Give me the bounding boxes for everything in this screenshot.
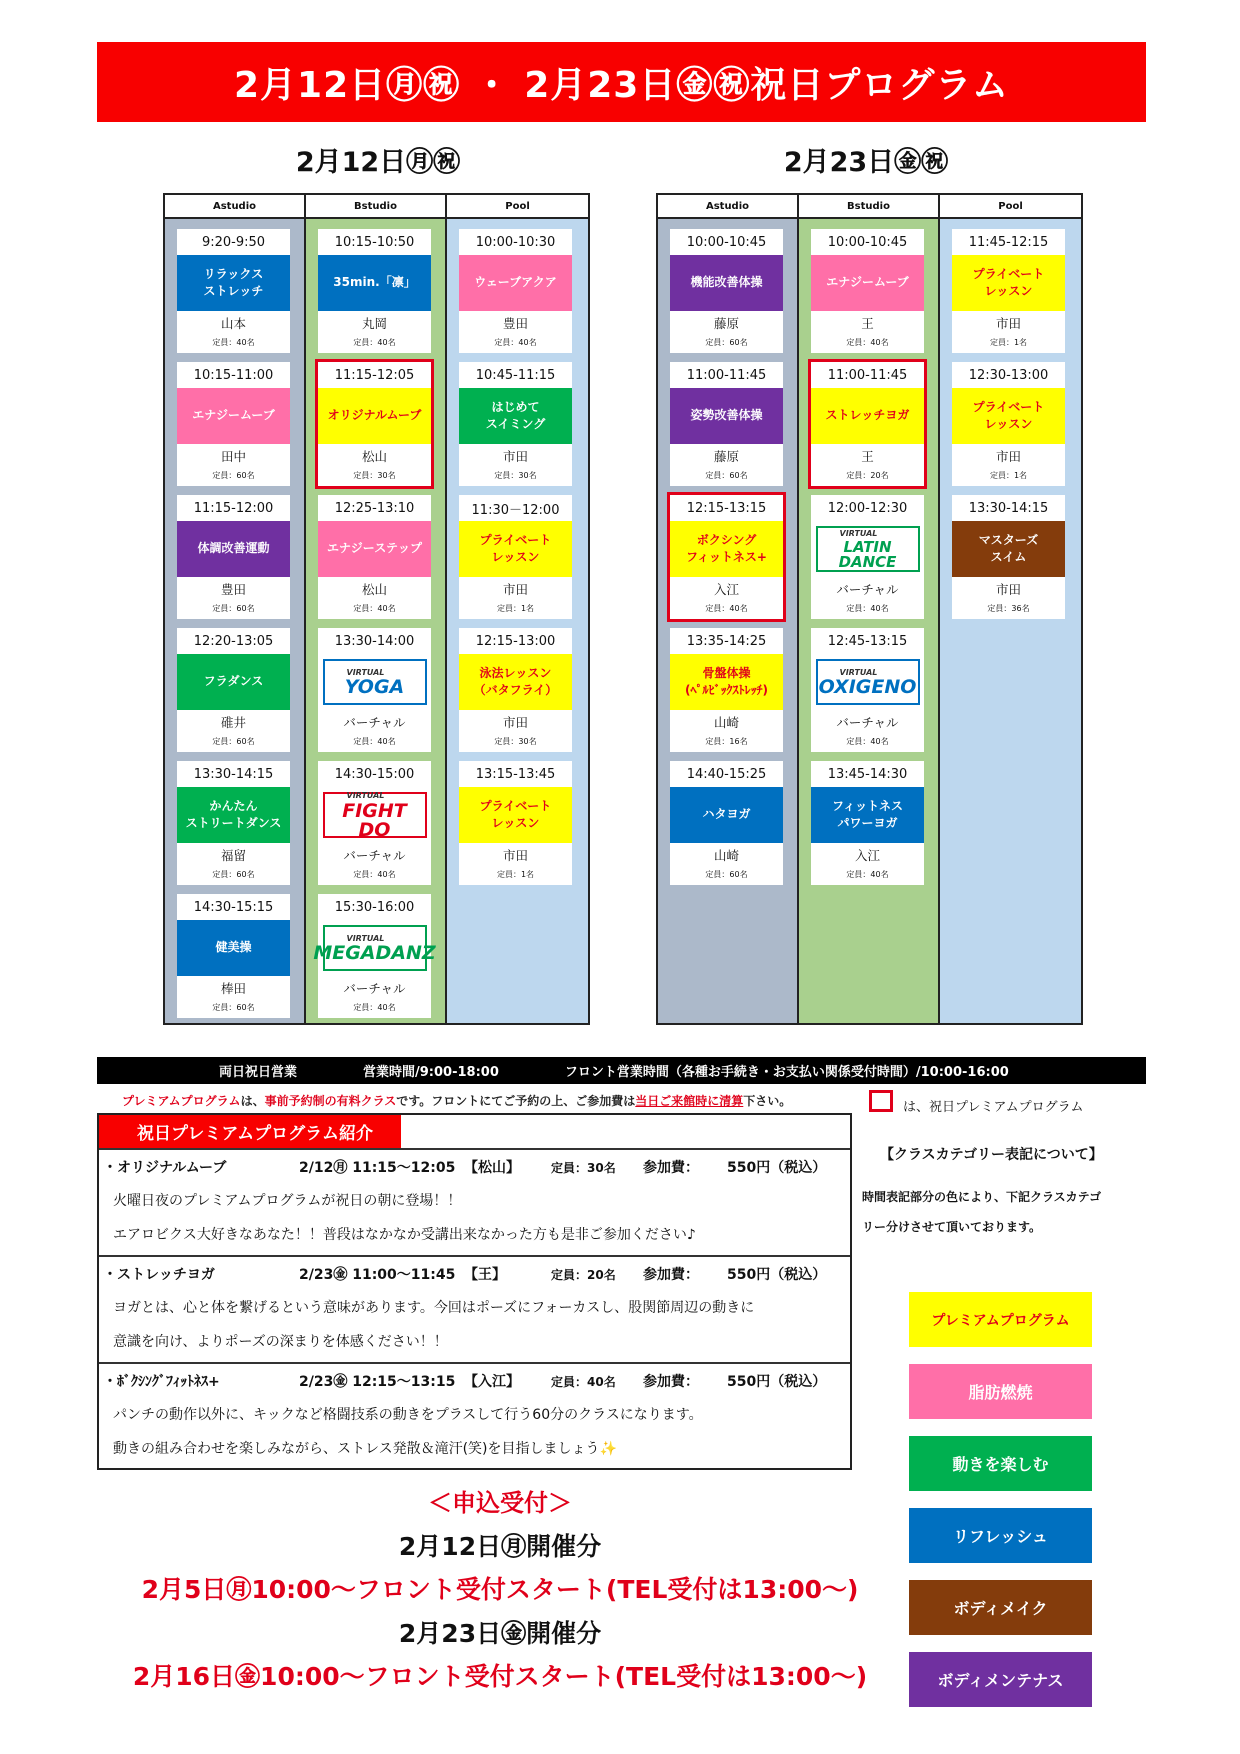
class-time: 14:40-15:25 — [686, 766, 767, 782]
class-name: ウェーブアクア — [459, 255, 572, 311]
class-instructor: 王 — [861, 315, 874, 331]
class-name: 姿勢改善体操 — [670, 388, 783, 444]
premium-capacity: 定員：20名 — [551, 1267, 616, 1282]
notice-part: 当日ご来館時に清算 — [635, 1094, 744, 1108]
class-capacity: 定員：40名 — [353, 604, 396, 613]
class-capacity: 定員：60名 — [705, 338, 748, 347]
premium-fee: 550円（税込） — [727, 1374, 827, 1390]
logo-text: YOGA — [344, 676, 405, 699]
class-card — [670, 628, 783, 752]
class-instructor: 市田 — [502, 448, 528, 464]
premium-description: エアロビクス大好きなあなた！！普段はなかなか受講出来なかった方も是非ご参加ください♪ — [113, 1227, 696, 1243]
category-description: 時間表記部分の色により、下記クラスカテゴリー分けさせて頂いております。 — [862, 1190, 1102, 1234]
class-name: エナジームーブ — [811, 255, 924, 311]
class-name: マスターズ スイム — [952, 521, 1065, 577]
premium-description: パンチの動作以外に、キックなど格闘技系の動きをプラスして行う60分のクラスになります。 — [113, 1407, 703, 1423]
class-card — [177, 761, 290, 885]
premium-fee: 550円（税込） — [727, 1160, 827, 1176]
class-name: 健美操 — [177, 920, 290, 976]
class-card — [318, 628, 431, 752]
class-card — [177, 229, 290, 353]
class-capacity: 定員：40名 — [846, 737, 889, 746]
class-name: 35min.「凛」 — [318, 255, 431, 311]
class-name: ボクシング フィットネス+ — [670, 521, 783, 577]
class-capacity: 定員：60名 — [705, 870, 748, 879]
class-instructor: 碓井 — [220, 714, 246, 730]
class-time: 12:45-13:15 — [827, 633, 908, 649]
class-capacity: 定員：20名 — [846, 471, 889, 480]
column-header: Bstudio — [799, 195, 938, 219]
class-time: 10:15-11:00 — [193, 367, 274, 383]
class-time: 12:25-13:10 — [334, 500, 415, 516]
class-instructor: 福留 — [220, 847, 246, 863]
day1-schedule — [163, 193, 590, 1025]
pool-column — [940, 195, 1081, 1023]
class-name: フラダンス — [177, 654, 290, 710]
business-hours-bar — [97, 1057, 1146, 1084]
class-instructor: 市田 — [995, 315, 1021, 331]
class-instructor: 豊田 — [502, 315, 528, 331]
category-title: 【クラスカテゴリー表記について】 — [880, 1147, 1103, 1163]
class-time: 14:30-15:15 — [193, 899, 274, 915]
class-instructor: 藤原 — [713, 315, 739, 331]
virtual-logo — [318, 654, 431, 710]
class-time: 13:30-14:00 — [334, 633, 415, 649]
class-card — [952, 229, 1065, 353]
premium-legend-swatch — [869, 1090, 893, 1112]
class-instructor: バーチャル — [836, 581, 899, 597]
class-instructor: 山崎 — [713, 847, 739, 863]
premium-date: 2/23㊎ 11:00～11:45 — [299, 1267, 456, 1283]
virtual-logo — [318, 787, 431, 843]
class-card — [177, 628, 290, 752]
premium-notice — [122, 1092, 791, 1109]
class-instructor: バーチャル — [836, 714, 899, 730]
class-time: 11:15-12:00 — [193, 500, 274, 516]
class-instructor: 王 — [861, 448, 874, 464]
class-name: フィットネス パワーヨガ — [811, 787, 924, 843]
class-capacity: 定員：40名 — [494, 338, 537, 347]
notice-part: です。フロントにてご予約の上、ご参加費は — [396, 1094, 636, 1108]
class-instructor: バーチャル — [343, 980, 406, 996]
class-instructor: 市田 — [502, 847, 528, 863]
class-capacity: 定員：40名 — [353, 870, 396, 879]
class-time: 10:15-10:50 — [334, 234, 415, 250]
class-capacity: 定員：1名 — [496, 604, 535, 613]
class-instructor: バーチャル — [343, 847, 406, 863]
class-instructor: 山本 — [220, 315, 246, 331]
class-time: 13:15-13:45 — [475, 766, 556, 782]
class-card — [811, 628, 924, 752]
class-name: はじめて スイミング — [459, 388, 572, 444]
premium-description: 動きの組み合わせを楽しみながら、ストレス発散＆滝汗(笑)を目指しましょう✨ — [113, 1441, 617, 1457]
class-name: リラックス ストレッチ — [177, 255, 290, 311]
class-instructor: 松山 — [361, 581, 387, 597]
astudio-column — [165, 195, 306, 1023]
logo-text: FIGHT DO — [342, 799, 407, 841]
class-card — [177, 495, 290, 619]
class-instructor: バーチャル — [343, 714, 406, 730]
logo-text: OXIGENO — [818, 676, 917, 699]
column-header: Astudio — [658, 195, 797, 219]
column-header: Pool — [940, 195, 1081, 219]
column-header: Astudio — [165, 195, 304, 219]
class-capacity: 定員：30名 — [353, 471, 396, 480]
class-card — [811, 229, 924, 353]
class-instructor: 田中 — [220, 448, 246, 464]
bstudio-column — [306, 195, 447, 1023]
class-instructor: 丸岡 — [361, 315, 387, 331]
premium-capacity: 定員：40名 — [551, 1374, 616, 1389]
premium-fee-label: 参加費： — [643, 1267, 699, 1283]
premium-item — [99, 1148, 850, 1252]
class-instructor: 市田 — [995, 448, 1021, 464]
class-card — [459, 229, 572, 353]
class-capacity: 定員：30名 — [494, 737, 537, 746]
apply-day2-start: 2月16日㊎10:00～フロント受付スタート(TEL受付は13:00～) — [132, 1662, 868, 1691]
premium-instructor: 【入江】 — [464, 1374, 520, 1390]
class-time: 9:20-9:50 — [201, 234, 266, 250]
banner-title: 2月12日㊊㊗ ・ 2月23日㊎㊗祝日プログラム — [234, 64, 1009, 106]
virtual-program-logo — [323, 791, 427, 841]
class-card — [670, 362, 783, 486]
premium-date: 2/23㊎ 12:15～13:15 — [299, 1374, 456, 1390]
class-card — [811, 761, 924, 885]
category-swatch: リフレッシュ — [909, 1508, 1092, 1563]
premium-description: 意識を向け、よりポーズの深まりを体感ください！！ — [113, 1334, 448, 1350]
class-card — [670, 495, 783, 619]
premium-item — [99, 1362, 850, 1466]
class-card — [459, 362, 572, 486]
class-time: 11:45-12:15 — [968, 234, 1049, 250]
class-capacity: 定員：1名 — [496, 870, 535, 879]
class-name: オリジナルムーブ — [318, 388, 431, 444]
premium-instructor: 【王】 — [464, 1267, 506, 1283]
class-capacity: 定員：40名 — [212, 338, 255, 347]
page-banner — [97, 42, 1146, 122]
class-card — [177, 362, 290, 486]
class-time: 13:35-14:25 — [686, 633, 767, 649]
premium-fee: 550円（税込） — [727, 1267, 827, 1283]
premium-description: 火曜日夜のプレミアムプログラムが祝日の朝に登場！！ — [113, 1193, 462, 1209]
class-capacity: 定員：40名 — [353, 737, 396, 746]
class-instructor: 市田 — [995, 581, 1021, 597]
class-instructor: 入江 — [713, 581, 739, 597]
premium-legend-text: は、祝日プレミアムプログラム — [903, 1100, 1084, 1115]
class-instructor: 藤原 — [713, 448, 739, 464]
premium-description: ヨガとは、心と体を繋げるという意味があります。今回はポーズにフォーカスし、股関節周辺の動きに — [113, 1300, 755, 1316]
class-card — [811, 495, 924, 619]
class-card — [670, 761, 783, 885]
class-capacity: 定員：60名 — [212, 737, 255, 746]
class-name: 骨盤体操 (ﾍﾟﾙﾋﾞｯｸｽﾄﾚｯﾁ) — [670, 654, 783, 710]
class-capacity: 定員：60名 — [212, 870, 255, 879]
apply-day2: 2月23日㊎開催分 — [398, 1619, 602, 1648]
class-card — [318, 229, 431, 353]
class-instructor: 市田 — [502, 581, 528, 597]
premium-date: 2/12㊊ 11:15～12:05 — [299, 1160, 456, 1176]
class-capacity: 定員：40名 — [846, 604, 889, 613]
category-swatch: ボディメンテナス — [909, 1652, 1092, 1707]
premium-fee-label: 参加費： — [643, 1160, 699, 1176]
virtual-logo — [811, 654, 924, 710]
class-card — [459, 761, 572, 885]
notice-part: 事前予約制の有料クラス — [264, 1094, 397, 1108]
class-instructor: 山崎 — [713, 714, 739, 730]
class-card — [952, 495, 1065, 619]
class-time: 12:15-13:00 — [475, 633, 556, 649]
class-capacity: 定員：40名 — [353, 338, 396, 347]
class-capacity: 定員：60名 — [212, 604, 255, 613]
class-instructor: 市田 — [502, 714, 528, 730]
class-capacity: 定員：40名 — [846, 870, 889, 879]
class-time: 12:00-12:30 — [827, 500, 908, 516]
class-card — [177, 894, 290, 1018]
premium-item — [99, 1255, 850, 1359]
class-time: 12:20-13:05 — [193, 633, 274, 649]
class-time: 13:30-14:15 — [193, 766, 274, 782]
virtual-program-logo — [816, 526, 920, 572]
class-name: プライベート レッスン — [952, 255, 1065, 311]
class-name: プライベート レッスン — [459, 521, 572, 577]
class-card — [318, 362, 431, 486]
category-swatch: 脂肪燃焼 — [909, 1364, 1092, 1419]
class-time: 10:00-10:45 — [827, 234, 908, 250]
class-card — [670, 229, 783, 353]
premium-name: ・オリジナルムーブ — [103, 1160, 227, 1176]
premium-fee-label: 参加費： — [643, 1374, 699, 1390]
logo-prefix: VIRTUAL — [839, 529, 878, 539]
class-time: 10:45-11:15 — [475, 367, 556, 383]
logo-text: MEGADANZ — [313, 942, 436, 965]
class-capacity: 定員：60名 — [212, 471, 255, 480]
class-time: 14:30-15:00 — [334, 766, 415, 782]
class-time: 10:00-10:45 — [686, 234, 767, 250]
hours-front: フロント営業時間（各種お手続き・お支払い関係受付時間）/10:00-16:00 — [564, 1065, 1009, 1080]
class-capacity: 定員：40名 — [846, 338, 889, 347]
virtual-program-logo — [323, 659, 427, 705]
class-instructor: 棒田 — [220, 980, 246, 996]
class-name: 機能改善体操 — [670, 255, 783, 311]
class-name: エナジーステップ — [318, 521, 431, 577]
class-card — [811, 362, 924, 486]
class-capacity: 定員：30名 — [494, 471, 537, 480]
virtual-logo — [313, 920, 436, 976]
class-time: 12:30-13:00 — [968, 367, 1049, 383]
premium-item-header — [99, 1364, 850, 1398]
class-capacity: 定員：36名 — [987, 604, 1030, 613]
class-time: 10:00-10:30 — [475, 234, 556, 250]
premium-heading: 祝日プレミアムプログラム紹介 — [99, 1115, 401, 1148]
class-name: エナジームーブ — [177, 388, 290, 444]
class-time: 13:30-14:15 — [968, 500, 1049, 516]
bstudio-column — [799, 195, 940, 1023]
class-instructor: 入江 — [854, 847, 880, 863]
class-name: プライベート レッスン — [952, 388, 1065, 444]
day2-schedule — [656, 193, 1083, 1025]
logo-prefix: VIRTUAL — [839, 667, 878, 677]
day2-title: 2月23日㊎㊗ — [783, 147, 949, 178]
class-time: 15:30-16:00 — [334, 899, 415, 915]
astudio-column — [658, 195, 799, 1023]
class-capacity: 定員：40名 — [353, 1003, 396, 1012]
class-time: 11:15-12:05 — [334, 367, 415, 383]
class-name: プライベート レッスン — [459, 787, 572, 843]
logo-prefix: VIRTUAL — [346, 667, 385, 677]
notice-part: プレミアムプログラム — [122, 1094, 241, 1108]
class-name: ハタヨガ — [670, 787, 783, 843]
class-card — [459, 628, 572, 752]
virtual-program-logo — [313, 925, 436, 971]
class-time: 12:15-13:15 — [686, 500, 767, 516]
class-capacity: 定員：40名 — [705, 604, 748, 613]
premium-capacity: 定員：30名 — [551, 1160, 616, 1175]
class-time: 13:45-14:30 — [827, 766, 908, 782]
category-swatch: プレミアムプログラム — [909, 1292, 1092, 1347]
logo-text: LATIN DANCE — [838, 537, 897, 571]
logo-prefix: VIRTUAL — [346, 791, 385, 801]
class-name: 泳法レッスン （バタフライ） — [459, 654, 572, 710]
logo-prefix: VIRTUAL — [346, 933, 385, 943]
notice-part: 下さい。 — [743, 1094, 792, 1108]
column-header: Pool — [447, 195, 588, 219]
class-card — [952, 362, 1065, 486]
class-time: 11:00-11:45 — [686, 367, 767, 383]
premium-item-header — [99, 1257, 850, 1291]
apply-title: ＜申込受付＞ — [428, 1489, 572, 1517]
category-swatch: 動きを楽しむ — [909, 1436, 1092, 1491]
class-time: 11:30－12:00 — [471, 502, 560, 518]
class-card — [318, 761, 431, 885]
premium-name: ・ストレッチヨガ — [103, 1267, 215, 1283]
column-header: Bstudio — [306, 195, 445, 219]
apply-day1-start: 2月5日㊊10:00～フロント受付スタート(TEL受付は13:00～) — [141, 1575, 859, 1604]
virtual-logo — [811, 521, 924, 577]
premium-intro-box — [97, 1113, 852, 1470]
notice-part: は、 — [240, 1094, 265, 1108]
premium-item-header — [99, 1150, 850, 1184]
class-card — [318, 495, 431, 619]
class-capacity: 定員：60名 — [212, 1003, 255, 1012]
premium-name: ・ﾎﾞｸｼﾝｸﾞﾌｨｯﾄﾈｽ+ — [103, 1374, 220, 1390]
class-instructor: 松山 — [361, 448, 387, 464]
hours-business: 営業時間/9:00-18:00 — [363, 1065, 499, 1080]
class-card — [313, 894, 436, 1018]
apply-day1: 2月12日㊊開催分 — [398, 1532, 602, 1561]
class-capacity: 定員：16名 — [705, 737, 748, 746]
class-instructor: 豊田 — [220, 581, 246, 597]
premium-instructor: 【松山】 — [464, 1160, 520, 1176]
pool-column — [447, 195, 588, 1023]
virtual-program-logo — [816, 659, 920, 705]
class-time: 11:00-11:45 — [827, 367, 908, 383]
class-capacity: 定員：1名 — [989, 338, 1028, 347]
class-capacity: 定員：1名 — [989, 471, 1028, 480]
hours-days: 両日祝日営業 — [219, 1065, 298, 1080]
class-name: 体調改善運動 — [177, 521, 290, 577]
day1-title: 2月12日㊊㊗ — [295, 147, 461, 178]
class-name: かんたん ストリートダンス — [177, 787, 290, 843]
class-name: ストレッチヨガ — [811, 388, 924, 444]
class-card — [459, 495, 572, 619]
class-capacity: 定員：60名 — [705, 471, 748, 480]
category-swatch: ボディメイク — [909, 1580, 1092, 1635]
